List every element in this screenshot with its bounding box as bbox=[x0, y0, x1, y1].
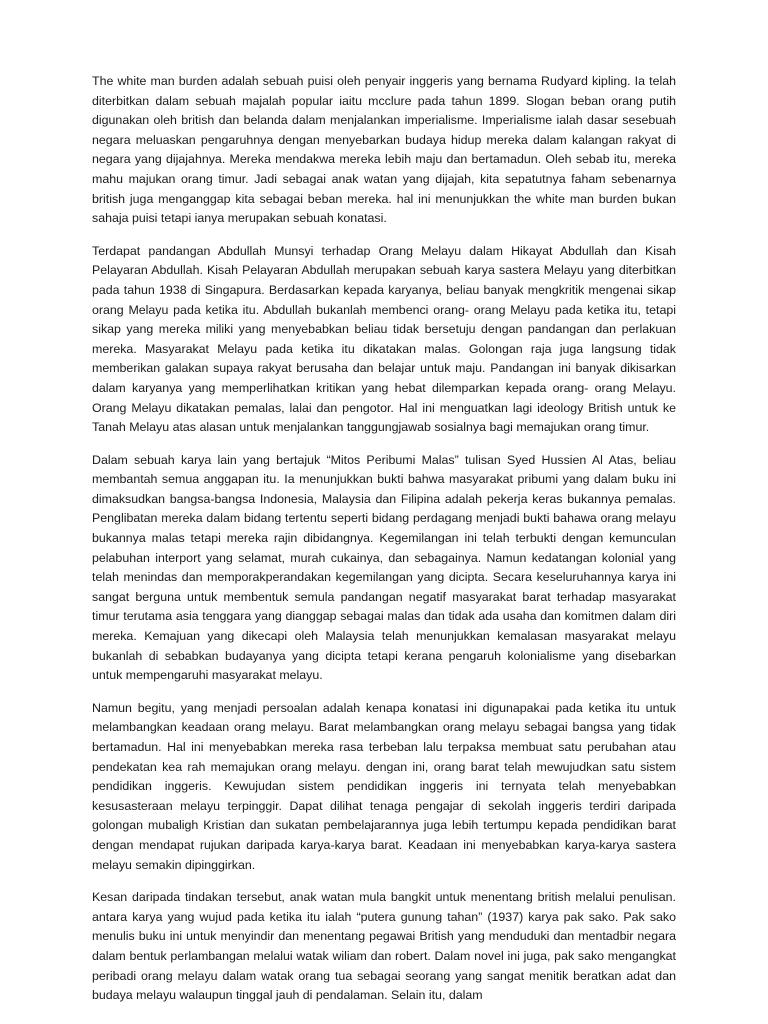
paragraph-abdullah-munsyi: Terdapat pandangan Abdullah Munsyi terhadap Orang Melayu dalam Hikayat Abdullah dan Kisah Pelayaran Abdullah. Kisah Pelayaran Abdullah merupakan sebuah karya sastera Melayu yang diterbitkan pada tahun 1938 di Singapura. Berdasarkan kepada karyanya, beliau banyak mengkritik mengenai sikap orang Melayu pada ketika itu. Abdullah bukanlah membenci orang- orang Melayu pada ketika itu, tetapi sikap yang mereka miliki yang menyebabkan beliau tidak bersetuju dengan pandangan dan perlakuan mereka. Masyarakat Melayu pada ketika itu dikatakan malas. Golongan raja juga langsung tidak memberikan galakan supaya rakyat berusaha dan belajar untuk maju. Pandangan ini banyak dikisarkan dalam karyanya yang memperlihatkan kritikan yang hebat dilemparkan kepada orang- orang Melayu. Orang Melayu dikatakan pemalas, lalai dan pengotor. Hal ini menguatkan lagi ideology British untuk ke Tanah Melayu atas alasan untuk menjalankan tanggungjawab sosialnya bagi memajukan orang timur. bbox=[92, 243, 676, 435]
document-body bbox=[92, 72, 676, 1019]
paragraph-white-man-burden: The white man burden adalah sebuah puisi oleh penyair inggeris yang bernama Rudyard kipling. Ia telah diterbitkan dalam sebuah majalah popular iaitu mcclure pada tahun 1899. Slogan beban orang putih digunakan oleh british dan belanda dalam menjalankan imperialisme. Imperialisme ialah dasar sesebuah negara meluaskan pengaruhnya dengan menyebarkan budaya hidup mereka dalam kalangan rakyat di negara yang dijajahnya. Mereka mendakwa mereka lebih maju dan bertamadun. Oleh sebab itu, mereka mahu majukan orang timur. Jadi sebagai anak watan yang dijajah, kita sepatutnya faham sebenarnya british juga menganggap kita sebagai beban mereka. hal ini menunjukkan the white man burden bukan sahaja puisi tetapi ianya merupakan sebuah konatasi. bbox=[92, 74, 676, 226]
paragraph-konatasi-pendidikan: Namun begitu, yang menjadi persoalan adalah kenapa konatasi ini digunapakai pada ketika itu untuk melambangkan keadaan orang melayu. Barat melambangkan orang melayu sebagai bangsa yang tidak bertamadun. Hal ini menyebabkan mereka rasa terbeban lalu terpaksa membuat satu perubahan atau pendekatan kea rah memajukan orang melayu. dengan ini, orang barat telah mewujudkan satu sistem pendidikan inggeris. Kewujudan sistem pendidikan inggeris ini ternyata telah menyebabkan kesusasteraan melayu terpinggir. Dapat dilihat tenaga pengajar di sekolah inggeris terdiri daripada golongan mubaligh Kristian dan sukatan pembelajarannya juga lebih tertumpu kepada pendidikan barat dengan mendapat rujukan daripada karya-karya barat. Keadaan ini menyebabkan karya-karya sastera melayu semakin dipinggirkan. bbox=[92, 700, 676, 872]
paragraph-putera-gunung-tahan: Kesan daripada tindakan tersebut, anak watan mula bangkit untuk menentang british melalui penulisan. antara karya yang wujud pada ketika itu ialah “putera gunung tahan” (1937) karya pak sako. Pak sako menulis buku ini untuk menyindir dan menentang pegawai British yang menduduki dan mentadbir negara dalam bentuk perlambangan melalui watak wiliam dan robert. Dalam novel ini juga, pak sako mengangkat peribadi orang melayu dalam watak orang tua sebagai seorang yang sangat menitik beratkan adat dan budaya melayu walaupun tinggal jauh di pendalaman. Selain itu, dalam bbox=[92, 890, 676, 1003]
paragraph-mitos-peribumi-malas: Dalam sebuah karya lain yang bertajuk “Mitos Peribumi Malas” tulisan Syed Hussien Al Atas, beliau membantah semua anggapan itu. Ia menunjukkan bukti bahwa masyarakat pribumi yang dalam buku ini dimaksudkan bangsa-bangsa Indonesia, Malaysia dan Filipina adalah pekerja keras bukannya pemalas. Penglibatan mereka dalam bidang tertentu seperti bidang perdagang menjadi bukti bahawa orang melayu bukannya malas tetapi mereka rajin dibidangnya. Kegemilangan ini telah terbukti dengan kemunculan pelabuhan interport yang selamat, murah cukainya, dan sebagainya. Namun kedatangan kolonial yang telah menindas dan memporakperandakan kegemilangan yang dicipta. Secara keseluruhannya karya ini sangat berguna untuk membentuk semula pandangan negatif masyarakat barat terhadap masyarakat timur terutama asia tenggara yang dianggap sebagai malas dan tidak ada usaha dan komitmen dalam diri mereka. Kemajuan yang dikecapi oleh Malaysia telah menunjukkan kemalasan masyarakat melayu bukanlah di sebabkan budayanya yang dicipta tetapi kerana pengaruh kolonialisme yang disebarkan untuk mempengaruhi masyarakat melayu. bbox=[92, 452, 676, 683]
